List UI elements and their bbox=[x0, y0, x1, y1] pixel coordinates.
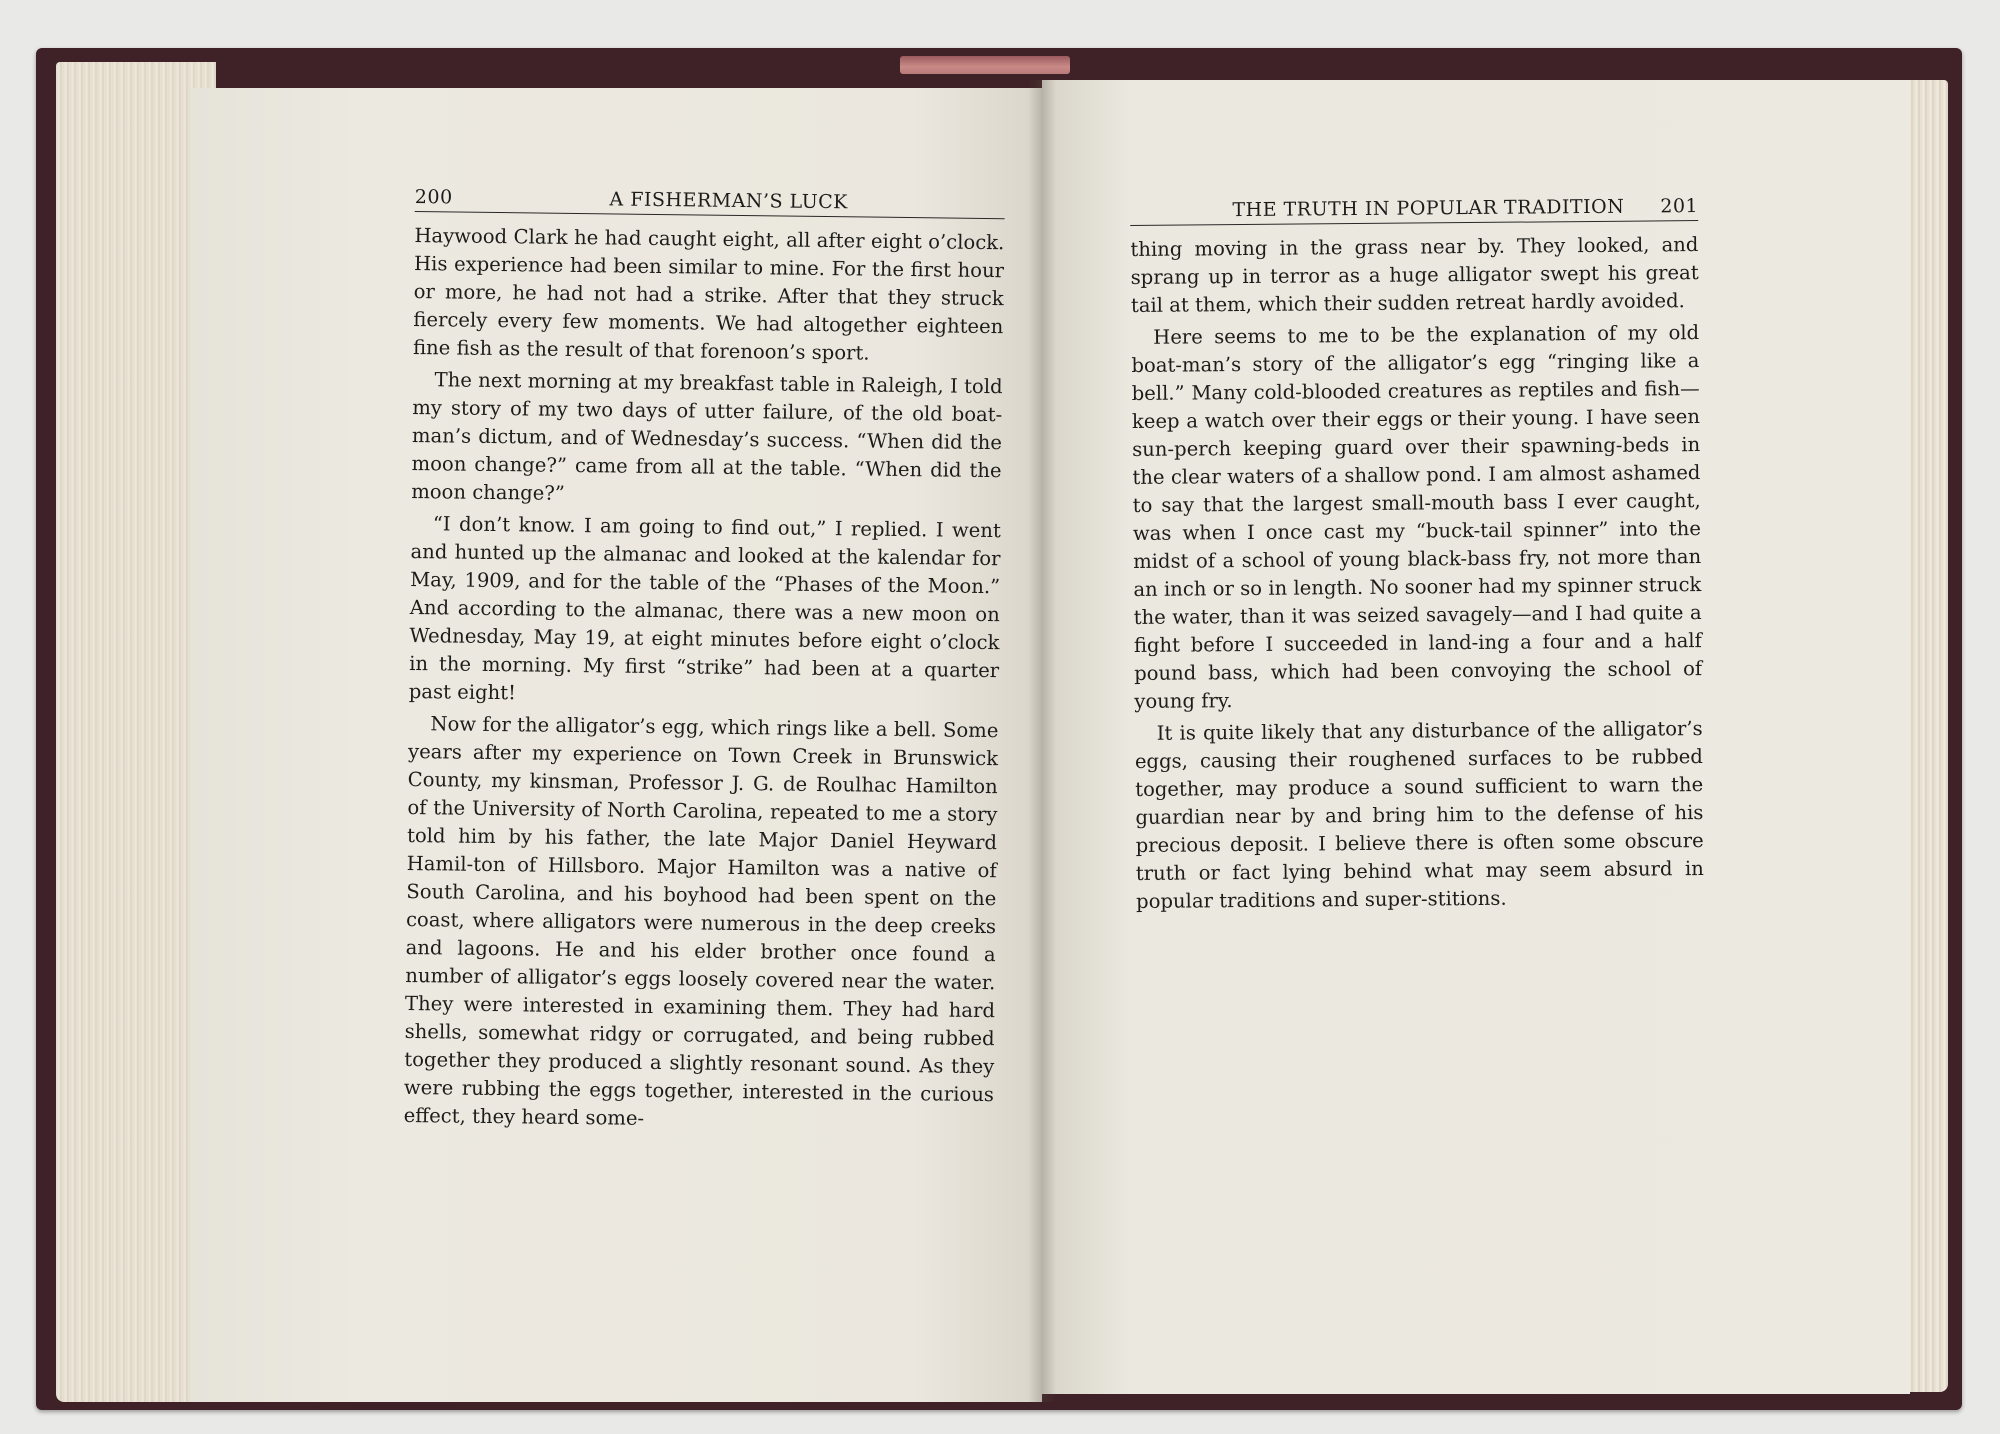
book-gutter bbox=[1028, 80, 1056, 1402]
right-running-title: THE TRUTH IN POPULAR TRADITION bbox=[1232, 195, 1625, 222]
right-running-head bbox=[1130, 195, 1698, 226]
left-paragraph-1: Haywood Clark he had caught eight, all after eight o’clock. His experience had been similar to mine. For the first hour or more, he had not had a strike. After that they struck fiercely every few moments. We had altogether eighteen fine fish as the result of that forenoon’s sport. bbox=[412, 223, 1005, 365]
right-paragraph-2: Here seems to me to be the explanation of my old boat-man’s story of the alligator’s egg “ringing like a bell.” Many cold-blooded creatures as reptiles and fish—keep a watch over their eggs or their young. I have seen sun-perch keeping guard over their spawning-beds in the clear waters of a shallow pond. I am almost ashamed to say that the largest small-mouth bass I ever caught, was when I once cast my “buck-tail spinner” into the midst of a school of young black-bass fry, not more than an inch or so in length. No sooner had my spinner struck the water, than it was seized savagely—and I had quite a fight before I succeeded in land-ing a four and a half pound bass, which had been convoying the school of young fry. bbox=[1131, 321, 1703, 713]
left-paragraph-2: The next morning at my breakfast table in Raleigh, I told my story of my two days of utter failure, of the old boat-man’s dictum, and of Wednesday’s success. “When did the moon change?” came from all at the table. “When did the moon change?” bbox=[411, 368, 1003, 505]
right-paragraph-1: thing moving in the grass near by. They looked, and sprang up in terror as a huge alligator swept his great tail at them, which their sudden retreat hardly avoided. bbox=[1130, 233, 1699, 317]
right-page-number: 201 bbox=[1660, 195, 1699, 218]
left-paragraph-4: Now for the alligator’s egg, which rings like a bell. Some years after my experience on Town Creek in Brunswick County, my kinsman, Professor J. G. de Roulhac Hamilton of the University of North Carolina, repeated to me a story told him by his father, the late Major Daniel Heyward Hamil-ton of Hillsboro. Major Hamilton was a native of South Carolina, and his boyhood had been spent on the coast, where alligators were numerous in the deep creeks and lagoons. He and his elder brother once found a number of alligator’s eggs loosely covered near the water. They were interested in examining them. They had hard shells, somewhat ridgy or corrugated, and being rubbed together they produced a slightly resonant sound. As they were rubbing the eggs together, interested in the curious effect, they heard some- bbox=[403, 712, 999, 1130]
left-page-number: 200 bbox=[414, 186, 453, 209]
right-page-text bbox=[1130, 195, 1704, 916]
right-paragraph-3: It is quite likely that any disturbance of the alligator’s eggs, causing their roughened surfaces to be rubbed together, may produce a sound sufficient to warn the guardian near by and bring him to the defense of his precious deposit. I believe there is often some obscure truth or fact lying behind what may seem absurd in popular traditions and super-stitions. bbox=[1134, 717, 1704, 913]
left-paragraph-3: “I don’t know. I am going to find out,” I replied. I went and hunted up the almanac and looked at the kalendar for May, 1909, and for the table of the “Phases of the Moon.” And according to the almanac, there was a new moon on Wednesday, May 19, at eight minutes before eight o’clock in the morning. My first “strike” had been at a quarter past eight! bbox=[408, 512, 1001, 705]
left-page-text bbox=[403, 186, 1004, 1137]
left-running-title: A FISHERMAN’S LUCK bbox=[609, 188, 849, 214]
headband bbox=[900, 56, 1070, 74]
